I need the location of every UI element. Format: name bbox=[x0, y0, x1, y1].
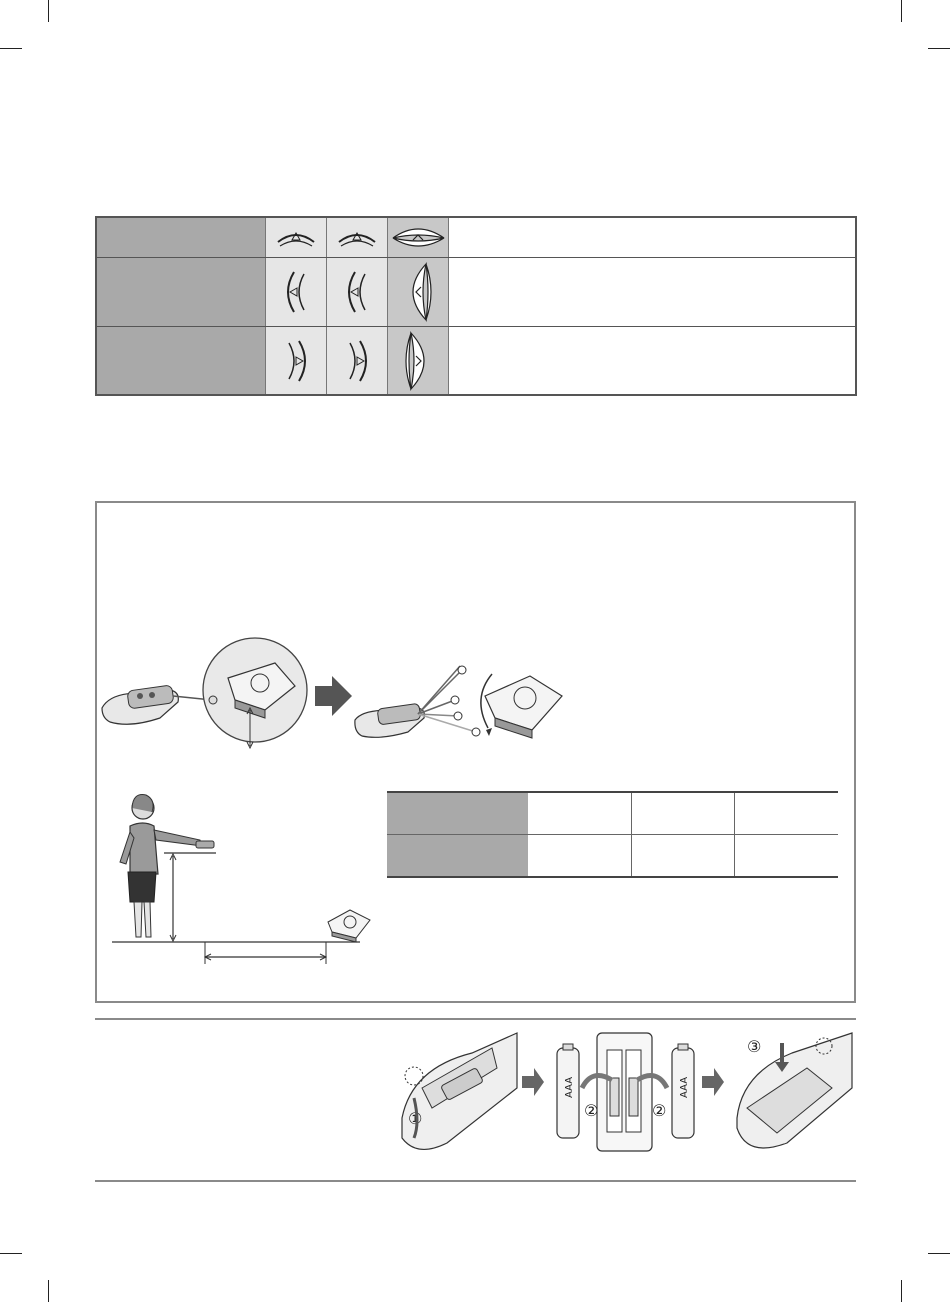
header-cell bbox=[387, 793, 528, 834]
description-cell bbox=[448, 327, 855, 394]
table-bottom-rule bbox=[387, 876, 838, 878]
section-rule-bottom bbox=[95, 1180, 856, 1182]
crop-mark bbox=[48, 0, 49, 22]
step-3-label: ③ bbox=[747, 1037, 762, 1056]
battery-replacement-illustration bbox=[392, 1028, 862, 1158]
battery-label: AAA bbox=[564, 1076, 575, 1098]
col-divider bbox=[734, 793, 735, 878]
icon-cell bbox=[326, 258, 387, 326]
icon-cell bbox=[265, 218, 326, 257]
crop-mark bbox=[901, 0, 902, 22]
row-header-cell bbox=[97, 327, 265, 394]
header-cell bbox=[387, 835, 528, 876]
step-2-label: ② bbox=[652, 1101, 667, 1120]
step-1-label: ① bbox=[408, 1109, 423, 1128]
up-arrow-icon bbox=[266, 218, 327, 257]
icon-cell bbox=[326, 218, 387, 257]
crop-mark bbox=[48, 1280, 49, 1302]
icon-cell bbox=[265, 258, 326, 326]
right-arrow-button-icon bbox=[388, 327, 449, 394]
crop-mark bbox=[901, 1280, 902, 1302]
crop-mark bbox=[0, 48, 22, 49]
left-arrow-icon bbox=[266, 258, 327, 326]
description-cell bbox=[448, 218, 855, 257]
table-row bbox=[97, 258, 855, 326]
crop-mark bbox=[928, 1253, 950, 1254]
left-arrow-icon bbox=[327, 258, 388, 326]
left-arrow-button-icon bbox=[388, 258, 449, 326]
step-2-label: ② bbox=[584, 1101, 599, 1120]
row-header-cell bbox=[97, 258, 265, 326]
icon-cell bbox=[387, 218, 448, 257]
icon-cell bbox=[265, 327, 326, 394]
remote-pointing-illustration bbox=[100, 638, 600, 758]
battery-label: AAA bbox=[679, 1076, 690, 1098]
table-row bbox=[97, 218, 855, 257]
icon-cell bbox=[326, 327, 387, 394]
icon-cell bbox=[387, 327, 448, 394]
right-arrow-icon bbox=[266, 327, 327, 394]
col-divider bbox=[631, 793, 632, 878]
crop-mark bbox=[0, 1253, 22, 1254]
button-function-table bbox=[95, 216, 857, 396]
crop-mark bbox=[928, 48, 950, 49]
up-arrow-icon bbox=[327, 218, 388, 257]
row-header-cell bbox=[97, 218, 265, 257]
up-arrow-button-icon bbox=[388, 218, 449, 257]
table-row bbox=[97, 327, 855, 394]
distance-table bbox=[387, 791, 838, 878]
description-cell bbox=[448, 258, 855, 326]
operating-distance-illustration bbox=[108, 792, 373, 967]
icon-cell bbox=[387, 258, 448, 326]
right-arrow-icon bbox=[327, 327, 388, 394]
section-rule-top bbox=[95, 1018, 856, 1020]
